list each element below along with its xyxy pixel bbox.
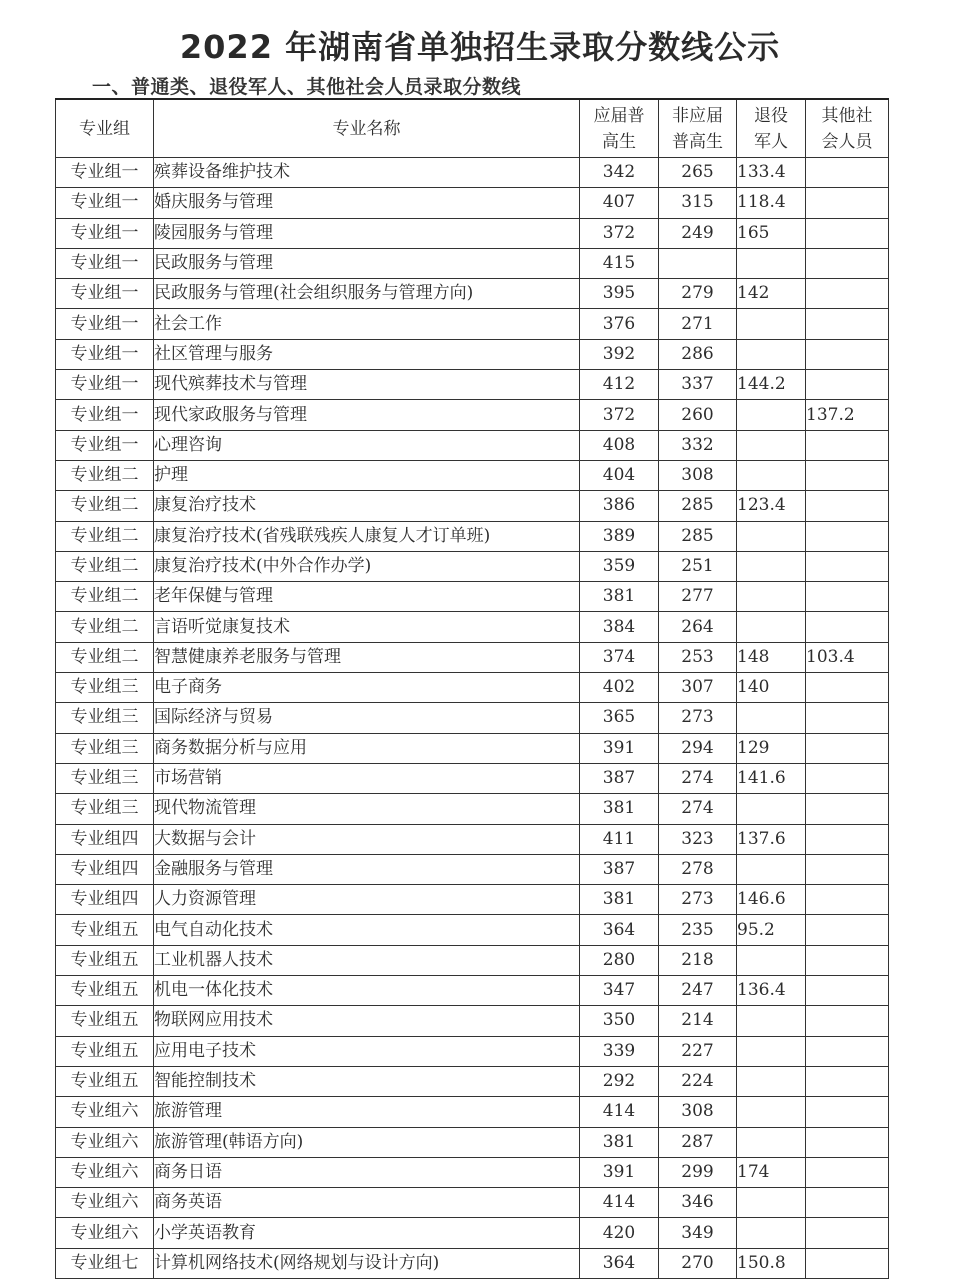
cell-nonfresh-score: 253 bbox=[659, 642, 737, 672]
header-fresh-graduates bbox=[580, 99, 659, 158]
table-row bbox=[56, 673, 889, 703]
cell-veteran-score: 136.4 bbox=[737, 976, 806, 1006]
table-row bbox=[56, 1036, 889, 1066]
table-row bbox=[56, 612, 889, 642]
table-row bbox=[56, 460, 889, 490]
cell-fresh-score: 359 bbox=[580, 551, 659, 581]
cell-veteran-score: 144.2 bbox=[737, 370, 806, 400]
cell-major: 旅游管理(韩语方向) bbox=[154, 1127, 580, 1157]
table-row bbox=[56, 551, 889, 581]
cell-nonfresh-score: 337 bbox=[659, 370, 737, 400]
cell-fresh-score: 381 bbox=[580, 885, 659, 915]
cell-group: 专业组六 bbox=[56, 1127, 154, 1157]
cell-nonfresh-score: 299 bbox=[659, 1157, 737, 1187]
cell-veteran-score bbox=[737, 460, 806, 490]
cell-other-score bbox=[806, 491, 889, 521]
table-row bbox=[56, 733, 889, 763]
cell-veteran-score bbox=[737, 309, 806, 339]
cell-major: 言语听觉康复技术 bbox=[154, 612, 580, 642]
cell-nonfresh-score: 274 bbox=[659, 794, 737, 824]
cell-nonfresh-score: 286 bbox=[659, 339, 737, 369]
cell-nonfresh-score: 285 bbox=[659, 491, 737, 521]
cell-group: 专业组一 bbox=[56, 400, 154, 430]
cell-fresh-score: 391 bbox=[580, 1157, 659, 1187]
cell-veteran-score: 123.4 bbox=[737, 491, 806, 521]
cell-nonfresh-score: 279 bbox=[659, 279, 737, 309]
table-row bbox=[56, 1157, 889, 1187]
cell-other-score bbox=[806, 430, 889, 460]
cell-group: 专业组四 bbox=[56, 854, 154, 884]
cell-veteran-score bbox=[737, 1006, 806, 1036]
cell-major: 商务英语 bbox=[154, 1188, 580, 1218]
cell-veteran-score bbox=[737, 1218, 806, 1248]
cell-veteran-score: 141.6 bbox=[737, 763, 806, 793]
cell-other-score bbox=[806, 1036, 889, 1066]
cell-group: 专业组六 bbox=[56, 1097, 154, 1127]
cell-nonfresh-score: 270 bbox=[659, 1248, 737, 1278]
cell-fresh-score: 414 bbox=[580, 1097, 659, 1127]
cell-fresh-score: 350 bbox=[580, 1006, 659, 1036]
cell-group: 专业组五 bbox=[56, 976, 154, 1006]
cell-group: 专业组二 bbox=[56, 551, 154, 581]
header-nonfresh-line2: 普高生 bbox=[672, 131, 723, 152]
cell-group: 专业组一 bbox=[56, 218, 154, 248]
table-row bbox=[56, 309, 889, 339]
cell-major: 国际经济与贸易 bbox=[154, 703, 580, 733]
cell-veteran-score: 129 bbox=[737, 733, 806, 763]
cell-other-score: 103.4 bbox=[806, 642, 889, 672]
cell-other-score bbox=[806, 582, 889, 612]
cell-other-score bbox=[806, 339, 889, 369]
cell-group: 专业组二 bbox=[56, 582, 154, 612]
cell-other-score bbox=[806, 885, 889, 915]
table-row bbox=[56, 400, 889, 430]
table-header-row bbox=[56, 99, 889, 158]
table-row bbox=[56, 1006, 889, 1036]
header-veteran-line2: 军人 bbox=[754, 131, 788, 152]
cell-nonfresh-score: 332 bbox=[659, 430, 737, 460]
cell-group: 专业组一 bbox=[56, 188, 154, 218]
cell-group: 专业组四 bbox=[56, 824, 154, 854]
cell-other-score bbox=[806, 945, 889, 975]
table-row bbox=[56, 521, 889, 551]
cell-major: 老年保健与管理 bbox=[154, 582, 580, 612]
cell-nonfresh-score: 294 bbox=[659, 733, 737, 763]
cell-group: 专业组一 bbox=[56, 370, 154, 400]
cell-fresh-score: 374 bbox=[580, 642, 659, 672]
cell-veteran-score bbox=[737, 703, 806, 733]
cell-fresh-score: 339 bbox=[580, 1036, 659, 1066]
cell-fresh-score: 381 bbox=[580, 582, 659, 612]
cell-fresh-score: 347 bbox=[580, 976, 659, 1006]
cell-fresh-score: 395 bbox=[580, 279, 659, 309]
cell-group: 专业组二 bbox=[56, 642, 154, 672]
cell-nonfresh-score: 251 bbox=[659, 551, 737, 581]
table-row bbox=[56, 976, 889, 1006]
header-nonfresh-line1: 非应届 bbox=[672, 105, 723, 126]
table-row bbox=[56, 158, 889, 188]
cell-other-score bbox=[806, 218, 889, 248]
header-other-line2: 会人员 bbox=[821, 131, 873, 152]
cell-nonfresh-score: 227 bbox=[659, 1036, 737, 1066]
cell-fresh-score: 420 bbox=[580, 1218, 659, 1248]
cell-other-score: 137.2 bbox=[806, 400, 889, 430]
cell-major: 小学英语教育 bbox=[154, 1218, 580, 1248]
cell-group: 专业组六 bbox=[56, 1188, 154, 1218]
cell-other-score bbox=[806, 551, 889, 581]
cell-veteran-score bbox=[737, 945, 806, 975]
cell-nonfresh-score: 287 bbox=[659, 1127, 737, 1157]
table-row bbox=[56, 885, 889, 915]
cell-nonfresh-score: 271 bbox=[659, 309, 737, 339]
cell-major: 殡葬设备维护技术 bbox=[154, 158, 580, 188]
cell-major: 社会工作 bbox=[154, 309, 580, 339]
cell-veteran-score bbox=[737, 1188, 806, 1218]
cell-other-score bbox=[806, 460, 889, 490]
cell-nonfresh-score: 214 bbox=[659, 1006, 737, 1036]
cell-major: 民政服务与管理(社会组织服务与管理方向) bbox=[154, 279, 580, 309]
header-fresh-line2: 高生 bbox=[602, 131, 636, 152]
cell-group: 专业组三 bbox=[56, 794, 154, 824]
cell-nonfresh-score: 235 bbox=[659, 915, 737, 945]
cell-nonfresh-score: 247 bbox=[659, 976, 737, 1006]
cell-group: 专业组五 bbox=[56, 1006, 154, 1036]
cell-major: 民政服务与管理 bbox=[154, 248, 580, 278]
cell-major: 人力资源管理 bbox=[154, 885, 580, 915]
cell-veteran-score: 118.4 bbox=[737, 188, 806, 218]
header-veterans bbox=[737, 99, 806, 158]
cell-major: 现代家政服务与管理 bbox=[154, 400, 580, 430]
cell-group: 专业组四 bbox=[56, 885, 154, 915]
cell-other-score bbox=[806, 824, 889, 854]
cell-veteran-score bbox=[737, 1036, 806, 1066]
cell-fresh-score: 415 bbox=[580, 248, 659, 278]
table-row bbox=[56, 491, 889, 521]
cell-veteran-score: 146.6 bbox=[737, 885, 806, 915]
cell-fresh-score: 412 bbox=[580, 370, 659, 400]
cell-major: 现代物流管理 bbox=[154, 794, 580, 824]
cell-group: 专业组二 bbox=[56, 460, 154, 490]
cell-other-score bbox=[806, 370, 889, 400]
cell-veteran-score bbox=[737, 551, 806, 581]
cell-fresh-score: 280 bbox=[580, 945, 659, 975]
cell-nonfresh-score: 278 bbox=[659, 854, 737, 884]
cell-veteran-score bbox=[737, 339, 806, 369]
cell-major: 市场营销 bbox=[154, 763, 580, 793]
cell-fresh-score: 391 bbox=[580, 733, 659, 763]
cell-other-score bbox=[806, 521, 889, 551]
cell-other-score bbox=[806, 976, 889, 1006]
cell-major: 机电一体化技术 bbox=[154, 976, 580, 1006]
table-row bbox=[56, 1218, 889, 1248]
cell-fresh-score: 392 bbox=[580, 339, 659, 369]
cell-veteran-score: 137.6 bbox=[737, 824, 806, 854]
cell-fresh-score: 404 bbox=[580, 460, 659, 490]
cell-major: 康复治疗技术(中外合作办学) bbox=[154, 551, 580, 581]
cell-fresh-score: 389 bbox=[580, 521, 659, 551]
cell-nonfresh-score: 277 bbox=[659, 582, 737, 612]
cell-major: 智能控制技术 bbox=[154, 1066, 580, 1096]
cell-other-score bbox=[806, 703, 889, 733]
table-row bbox=[56, 248, 889, 278]
cell-nonfresh-score: 315 bbox=[659, 188, 737, 218]
cell-major: 应用电子技术 bbox=[154, 1036, 580, 1066]
cell-major: 社区管理与服务 bbox=[154, 339, 580, 369]
cell-veteran-score bbox=[737, 248, 806, 278]
cell-veteran-score bbox=[737, 1127, 806, 1157]
cell-other-score bbox=[806, 794, 889, 824]
cell-major: 物联网应用技术 bbox=[154, 1006, 580, 1036]
cell-nonfresh-score bbox=[659, 248, 737, 278]
table-row bbox=[56, 763, 889, 793]
cell-nonfresh-score: 273 bbox=[659, 885, 737, 915]
cell-other-score bbox=[806, 1248, 889, 1278]
cell-fresh-score: 365 bbox=[580, 703, 659, 733]
cell-major: 心理咨询 bbox=[154, 430, 580, 460]
cell-group: 专业组一 bbox=[56, 279, 154, 309]
cell-group: 专业组三 bbox=[56, 733, 154, 763]
cell-fresh-score: 386 bbox=[580, 491, 659, 521]
cell-nonfresh-score: 308 bbox=[659, 460, 737, 490]
cell-major: 金融服务与管理 bbox=[154, 854, 580, 884]
cell-fresh-score: 364 bbox=[580, 1248, 659, 1278]
cell-fresh-score: 407 bbox=[580, 188, 659, 218]
cell-group: 专业组二 bbox=[56, 521, 154, 551]
cell-veteran-score bbox=[737, 854, 806, 884]
table-row bbox=[56, 370, 889, 400]
cell-other-score bbox=[806, 733, 889, 763]
table-row bbox=[56, 794, 889, 824]
cell-veteran-score: 174 bbox=[737, 1157, 806, 1187]
cell-major: 康复治疗技术(省残联残疾人康复人才订单班) bbox=[154, 521, 580, 551]
table-row bbox=[56, 188, 889, 218]
cell-other-score bbox=[806, 248, 889, 278]
cell-major: 陵园服务与管理 bbox=[154, 218, 580, 248]
cell-fresh-score: 387 bbox=[580, 854, 659, 884]
table-row bbox=[56, 582, 889, 612]
cell-major: 电气自动化技术 bbox=[154, 915, 580, 945]
cell-other-score bbox=[806, 673, 889, 703]
cell-veteran-score bbox=[737, 521, 806, 551]
cell-group: 专业组三 bbox=[56, 673, 154, 703]
cell-nonfresh-score: 346 bbox=[659, 1188, 737, 1218]
cell-other-score bbox=[806, 1127, 889, 1157]
cell-other-score bbox=[806, 1006, 889, 1036]
table-row bbox=[56, 1188, 889, 1218]
cell-other-score bbox=[806, 279, 889, 309]
cell-veteran-score: 133.4 bbox=[737, 158, 806, 188]
cell-fresh-score: 414 bbox=[580, 1188, 659, 1218]
cell-veteran-score bbox=[737, 1097, 806, 1127]
cell-veteran-score bbox=[737, 1066, 806, 1096]
cell-veteran-score bbox=[737, 612, 806, 642]
cell-other-score bbox=[806, 158, 889, 188]
cell-fresh-score: 402 bbox=[580, 673, 659, 703]
cell-major: 旅游管理 bbox=[154, 1097, 580, 1127]
cell-group: 专业组六 bbox=[56, 1157, 154, 1187]
cell-group: 专业组七 bbox=[56, 1248, 154, 1278]
header-fresh-line1: 应届普 bbox=[593, 105, 645, 126]
cell-other-score bbox=[806, 1188, 889, 1218]
cell-other-score bbox=[806, 188, 889, 218]
cell-group: 专业组一 bbox=[56, 158, 154, 188]
table-row bbox=[56, 430, 889, 460]
cell-fresh-score: 408 bbox=[580, 430, 659, 460]
cell-fresh-score: 364 bbox=[580, 915, 659, 945]
cell-other-score bbox=[806, 1097, 889, 1127]
table-row bbox=[56, 703, 889, 733]
cell-other-score bbox=[806, 309, 889, 339]
table-row bbox=[56, 339, 889, 369]
cell-veteran-score bbox=[737, 582, 806, 612]
table-row bbox=[56, 279, 889, 309]
cell-group: 专业组三 bbox=[56, 703, 154, 733]
table-body bbox=[56, 158, 889, 1279]
cell-veteran-score: 150.8 bbox=[737, 1248, 806, 1278]
cell-nonfresh-score: 285 bbox=[659, 521, 737, 551]
cell-group: 专业组一 bbox=[56, 309, 154, 339]
cell-other-score bbox=[806, 915, 889, 945]
table-row bbox=[56, 218, 889, 248]
cell-major: 康复治疗技术 bbox=[154, 491, 580, 521]
cell-veteran-score bbox=[737, 430, 806, 460]
table-row bbox=[56, 824, 889, 854]
cell-nonfresh-score: 264 bbox=[659, 612, 737, 642]
cell-veteran-score: 142 bbox=[737, 279, 806, 309]
header-other-social bbox=[806, 99, 889, 158]
cell-major: 智慧健康养老服务与管理 bbox=[154, 642, 580, 672]
cell-group: 专业组五 bbox=[56, 945, 154, 975]
cell-major: 婚庆服务与管理 bbox=[154, 188, 580, 218]
cell-fresh-score: 376 bbox=[580, 309, 659, 339]
cell-fresh-score: 372 bbox=[580, 400, 659, 430]
cell-group: 专业组五 bbox=[56, 915, 154, 945]
cell-nonfresh-score: 265 bbox=[659, 158, 737, 188]
table-row bbox=[56, 1127, 889, 1157]
section-heading: 一、普通类、退役军人、其他社会人员录取分数线 bbox=[92, 76, 522, 98]
table-row bbox=[56, 854, 889, 884]
cell-other-score bbox=[806, 1218, 889, 1248]
cell-major: 大数据与会计 bbox=[154, 824, 580, 854]
cell-nonfresh-score: 274 bbox=[659, 763, 737, 793]
cell-nonfresh-score: 224 bbox=[659, 1066, 737, 1096]
cell-other-score bbox=[806, 763, 889, 793]
cell-veteran-score: 140 bbox=[737, 673, 806, 703]
cell-major: 现代殡葬技术与管理 bbox=[154, 370, 580, 400]
cell-other-score bbox=[806, 612, 889, 642]
cell-nonfresh-score: 260 bbox=[659, 400, 737, 430]
table-row bbox=[56, 642, 889, 672]
header-non-fresh-graduates bbox=[659, 99, 737, 158]
table-row bbox=[56, 1066, 889, 1096]
cell-nonfresh-score: 249 bbox=[659, 218, 737, 248]
cell-veteran-score: 95.2 bbox=[737, 915, 806, 945]
table-row bbox=[56, 945, 889, 975]
table-row bbox=[56, 915, 889, 945]
cell-nonfresh-score: 273 bbox=[659, 703, 737, 733]
cell-fresh-score: 411 bbox=[580, 824, 659, 854]
cell-fresh-score: 384 bbox=[580, 612, 659, 642]
cell-fresh-score: 381 bbox=[580, 1127, 659, 1157]
table-row bbox=[56, 1248, 889, 1278]
header-group: 专业组 bbox=[56, 99, 154, 158]
cell-other-score bbox=[806, 854, 889, 884]
cell-fresh-score: 381 bbox=[580, 794, 659, 824]
page-title: 2022 年湖南省单独招生录取分数线公示 bbox=[179, 28, 781, 66]
cell-nonfresh-score: 307 bbox=[659, 673, 737, 703]
cell-veteran-score: 165 bbox=[737, 218, 806, 248]
cell-fresh-score: 292 bbox=[580, 1066, 659, 1096]
cell-major: 护理 bbox=[154, 460, 580, 490]
cell-major: 工业机器人技术 bbox=[154, 945, 580, 975]
cell-major: 商务数据分析与应用 bbox=[154, 733, 580, 763]
cell-group: 专业组六 bbox=[56, 1218, 154, 1248]
cell-group: 专业组二 bbox=[56, 612, 154, 642]
cell-group: 专业组一 bbox=[56, 248, 154, 278]
cell-major: 计算机网络技术(网络规划与设计方向) bbox=[154, 1248, 580, 1278]
cell-group: 专业组一 bbox=[56, 339, 154, 369]
cell-nonfresh-score: 308 bbox=[659, 1097, 737, 1127]
header-other-line1: 其他社 bbox=[821, 105, 873, 126]
cell-fresh-score: 372 bbox=[580, 218, 659, 248]
cell-group: 专业组三 bbox=[56, 763, 154, 793]
cell-nonfresh-score: 218 bbox=[659, 945, 737, 975]
cell-fresh-score: 342 bbox=[580, 158, 659, 188]
cell-veteran-score: 148 bbox=[737, 642, 806, 672]
header-veteran-line1: 退役 bbox=[754, 105, 788, 126]
cell-other-score bbox=[806, 1066, 889, 1096]
header-major: 专业名称 bbox=[154, 99, 580, 158]
cell-veteran-score bbox=[737, 400, 806, 430]
cell-major: 商务日语 bbox=[154, 1157, 580, 1187]
cell-group: 专业组五 bbox=[56, 1066, 154, 1096]
table-row bbox=[56, 1097, 889, 1127]
cell-group: 专业组五 bbox=[56, 1036, 154, 1066]
cell-veteran-score bbox=[737, 794, 806, 824]
score-table bbox=[55, 98, 889, 1279]
cell-group: 专业组一 bbox=[56, 430, 154, 460]
cell-nonfresh-score: 349 bbox=[659, 1218, 737, 1248]
cell-other-score bbox=[806, 1157, 889, 1187]
cell-nonfresh-score: 323 bbox=[659, 824, 737, 854]
cell-group: 专业组二 bbox=[56, 491, 154, 521]
cell-major: 电子商务 bbox=[154, 673, 580, 703]
cell-fresh-score: 387 bbox=[580, 763, 659, 793]
